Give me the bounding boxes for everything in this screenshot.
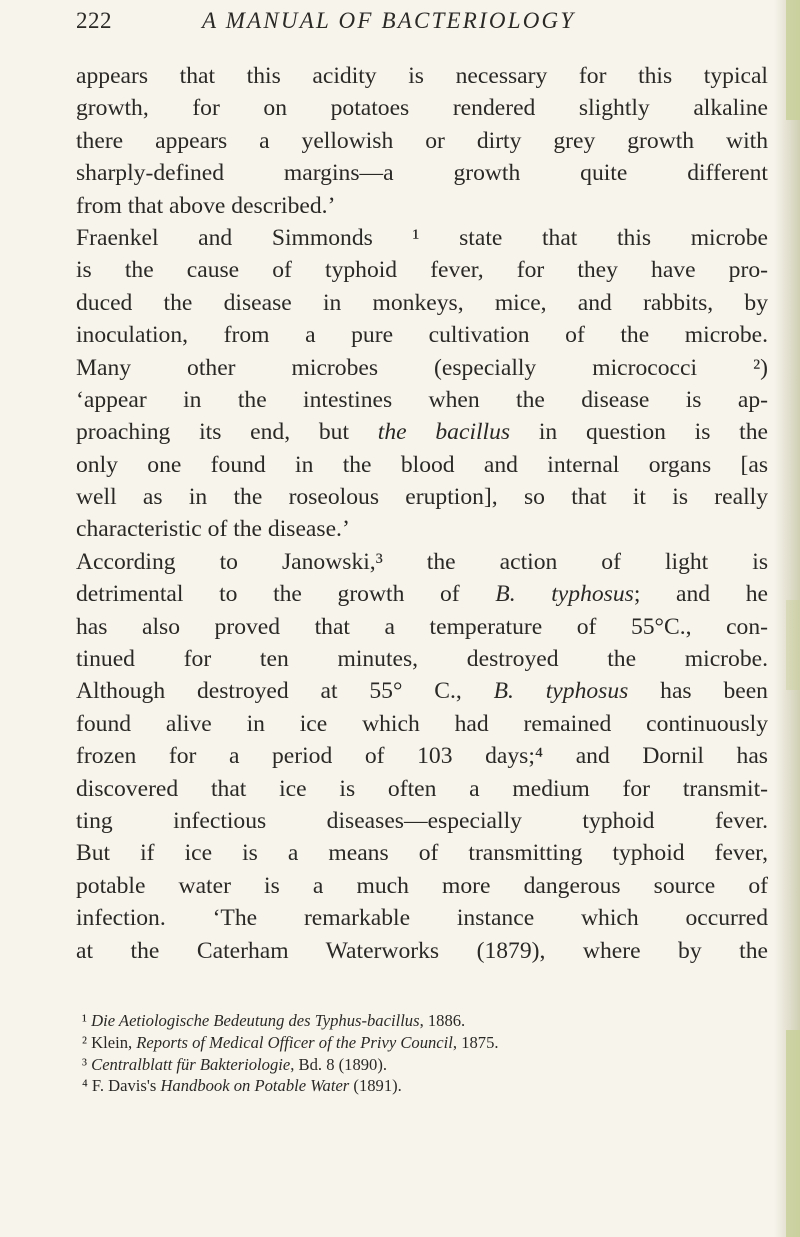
- text-line: sharply-defined margins—a growth quite different: [76, 160, 768, 187]
- text-line: from that above described.’: [76, 192, 336, 219]
- text-line: According to Janowski,³ the action of light is: [76, 548, 768, 575]
- footnote: ¹ Die Aetiologische Bedeutung des Typhus-bacillus, 1886.: [82, 1011, 466, 1030]
- footnote: ² Klein, Reports of Medical Officer of the Privy Council, 1875.: [82, 1032, 499, 1052]
- text-line: only one found in the blood and internal organs [as: [76, 451, 768, 478]
- page-edge-stain: [786, 600, 800, 690]
- text-line: at the Caterham Waterworks (1879), where by the: [76, 937, 768, 964]
- page-edge-stain: [786, 0, 800, 120]
- page-number: 222: [76, 8, 112, 33]
- footnote: ³ Centralblatt für Bakteriologie, Bd. 8 (1890).: [82, 1054, 388, 1074]
- page-header: [76, 8, 766, 38]
- text-line: But if ice is a means of transmitting typhoid fever,: [76, 840, 768, 867]
- text-line: appears that this acidity is necessary for this typical: [76, 63, 768, 89]
- text-line: found alive in ice which had remained continuously: [76, 710, 768, 737]
- text-line: growth, for on potatoes rendered slightly alkaline: [76, 95, 768, 122]
- text-line: well as in the roseolous eruption], so that it is really: [76, 484, 768, 511]
- text-line: detrimental to the growth of B. typhosus; and he: [76, 581, 768, 608]
- text-line: has also proved that a temperature of 55°C., con-: [76, 613, 768, 640]
- text-line: frozen for a period of 103 days;⁴ and Dornil has: [76, 743, 768, 770]
- page-edge-stain: [786, 1030, 800, 1237]
- text-line: tinued for ten minutes, destroyed the microbe.: [76, 646, 768, 673]
- text-line: ting infectious diseases—especially typhoid fever.: [76, 807, 768, 834]
- text-line: there appears a yellowish or dirty grey growth with: [76, 127, 768, 154]
- text-line: characteristic of the disease.’: [76, 516, 350, 543]
- text-line: Many other microbes (especially micrococci ²): [76, 354, 768, 381]
- body-text: [76, 60, 768, 967]
- text-line: proaching its end, but the bacillus in question is the: [76, 419, 768, 446]
- text-line: potable water is a much more dangerous source of: [76, 872, 768, 899]
- running-head: A MANUAL OF BACTERIOLOGY: [202, 8, 576, 33]
- text-line: Although destroyed at 55° C., B. typhosus has been: [76, 678, 768, 705]
- text-line: duced the disease in monkeys, mice, and rabbits, by: [76, 289, 768, 316]
- text-line: ‘appear in the intestines when the disease is ap-: [76, 386, 768, 413]
- footnotes: [82, 1010, 762, 1097]
- text-line: infection. ‘The remarkable instance which occurred: [76, 905, 768, 932]
- text-line: is the cause of typhoid fever, for they have pro-: [76, 257, 768, 284]
- text-line: discovered that ice is often a medium for transmit-: [76, 775, 768, 802]
- text-line: inoculation, from a pure cultivation of the microbe.: [76, 322, 768, 349]
- text-line: Fraenkel and Simmonds ¹ state that this microbe: [76, 224, 768, 251]
- footnote: ⁴ F. Davis's Handbook on Potable Water (1891).: [82, 1076, 402, 1096]
